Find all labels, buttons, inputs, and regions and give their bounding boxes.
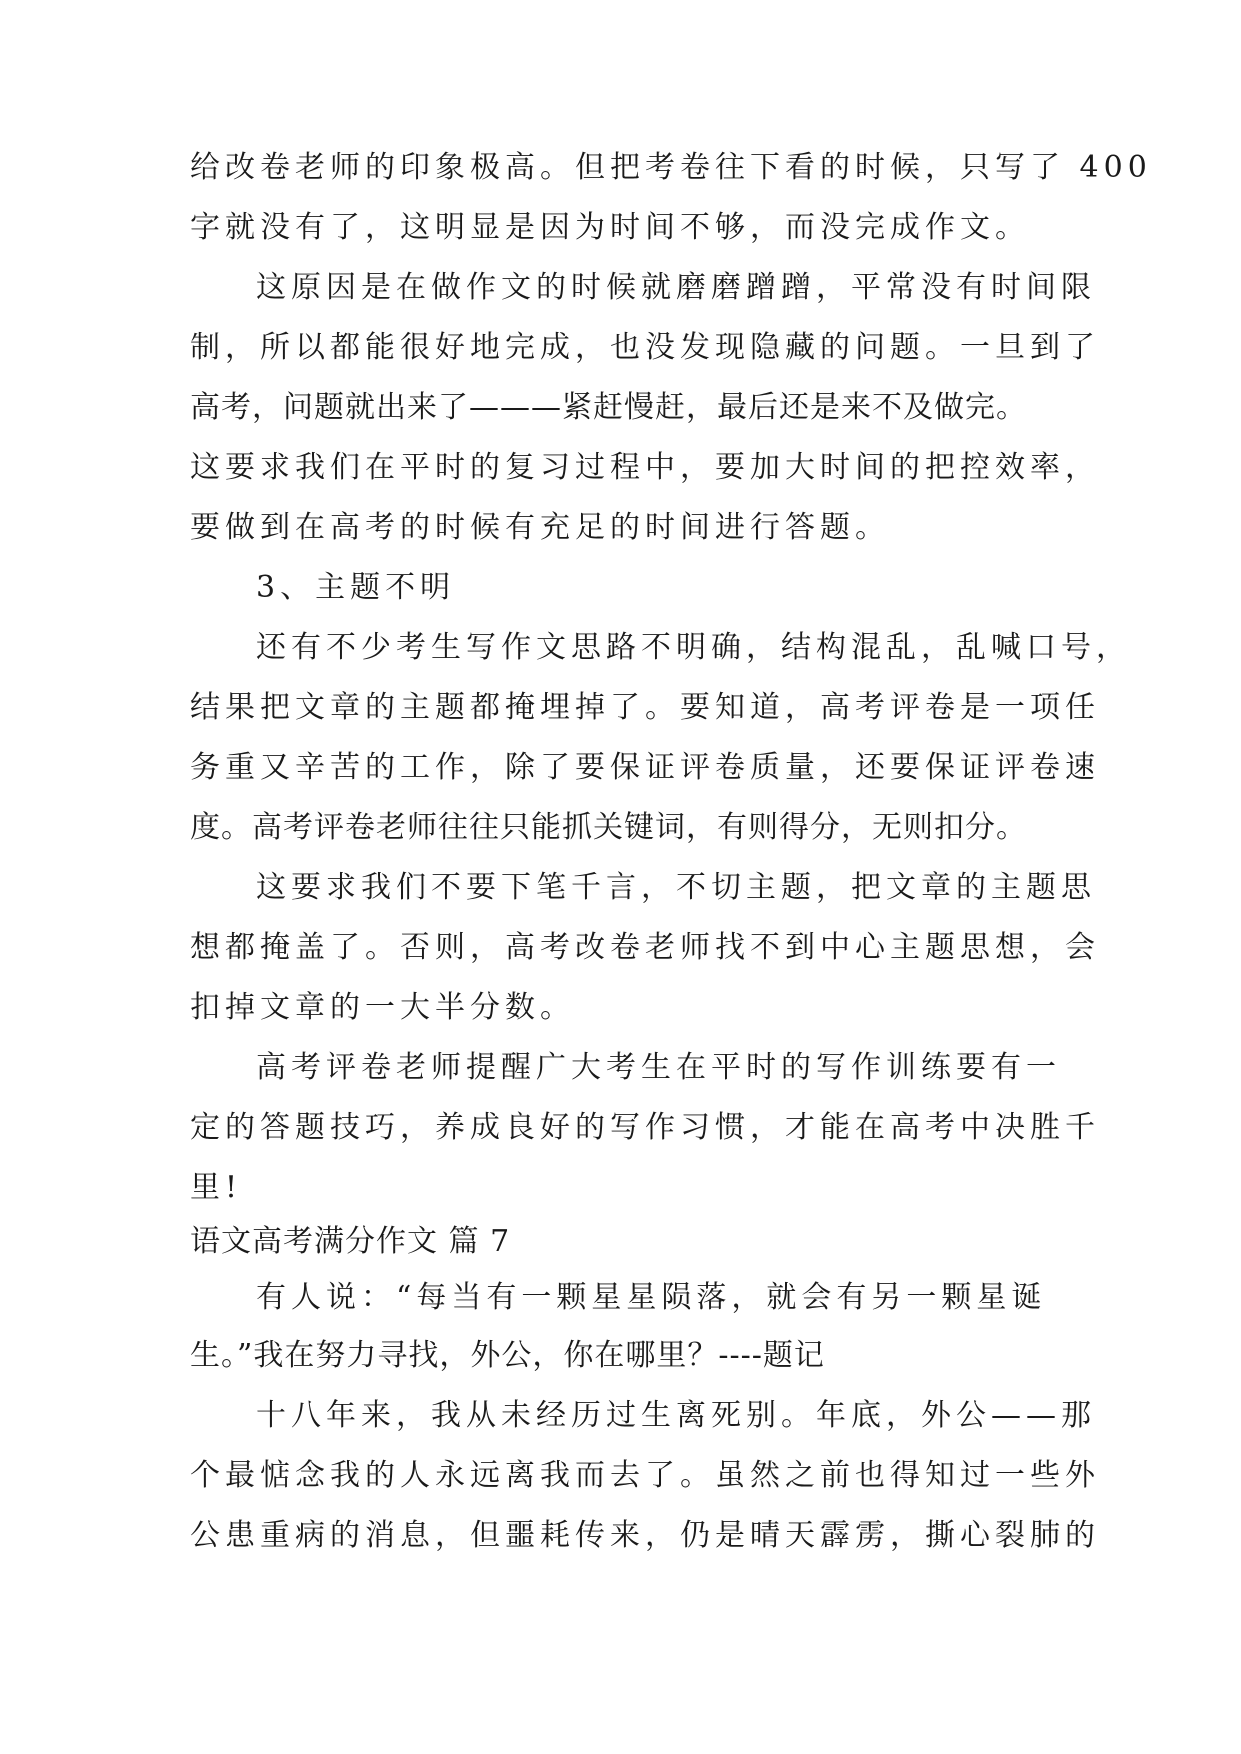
text-line: 扣掉文章的一大半分数。 xyxy=(190,990,575,1025)
text-line: 定的答题技巧，养成良好的写作习惯，才能在高考中决胜千 xyxy=(190,1110,1100,1145)
text-line: 里! xyxy=(190,1170,243,1205)
text-line: 制，所以都能很好地完成，也没发现隐藏的问题。一旦到了 xyxy=(190,330,1100,365)
text-line: 高考，问题就出来了———紧赶慢赶，最后还是来不及做完。 xyxy=(190,390,1027,425)
text-line: 务重又辛苦的工作，除了要保证评卷质量，还要保证评卷速 xyxy=(190,750,1100,785)
section-heading: 3、主题不明 xyxy=(256,570,456,605)
text-line: 字就没有了，这明显是因为时间不够，而没完成作文。 xyxy=(190,210,1030,245)
text-line: 想都掩盖了。否则，高考改卷老师找不到中心主题思想，会 xyxy=(190,930,1100,965)
text-line: 要做到在高考的时候有充足的时间进行答题。 xyxy=(190,510,890,545)
text-line: 这要求我们在平时的复习过程中，要加大时间的把控效率， xyxy=(190,450,1100,485)
text-line: 公患重病的消息，但噩耗传来，仍是晴天霹雳，撕心裂肺的 xyxy=(190,1518,1100,1553)
text-line: 度。高考评卷老师往往只能抓关键词，有则得分，无则扣分。 xyxy=(190,810,1027,845)
text-line: 还有不少考生写作文思路不明确，结构混乱，乱喊口号， xyxy=(256,630,1131,665)
text-line: 个最惦念我的人永远离我而去了。虽然之前也得知过一些外 xyxy=(190,1458,1100,1493)
text-line: 高考评卷老师提醒广大考生在平时的写作训练要有一 xyxy=(256,1050,1061,1085)
text-line: 这要求我们不要下笔千言，不切主题，把文章的主题思 xyxy=(256,870,1096,905)
text-line: 有人说：“每当有一颗星星陨落，就会有另一颗星诞 xyxy=(256,1280,1047,1315)
text-line: 给改卷老师的印象极高。但把考卷往下看的时候，只写了 400 xyxy=(190,150,1152,185)
text-line: 十八年来，我从未经历过生离死别。年底，外公——那 xyxy=(256,1398,1096,1433)
text-line: 结果把文章的主题都掩埋掉了。要知道，高考评卷是一项任 xyxy=(190,690,1100,725)
article-title: 语文高考满分作文 篇 7 xyxy=(190,1224,511,1259)
text-line: 这原因是在做作文的时候就磨磨蹭蹭，平常没有时间限 xyxy=(256,270,1096,305)
text-line: 生。”我在努力寻找，外公，你在哪里？----题记 xyxy=(190,1338,825,1373)
